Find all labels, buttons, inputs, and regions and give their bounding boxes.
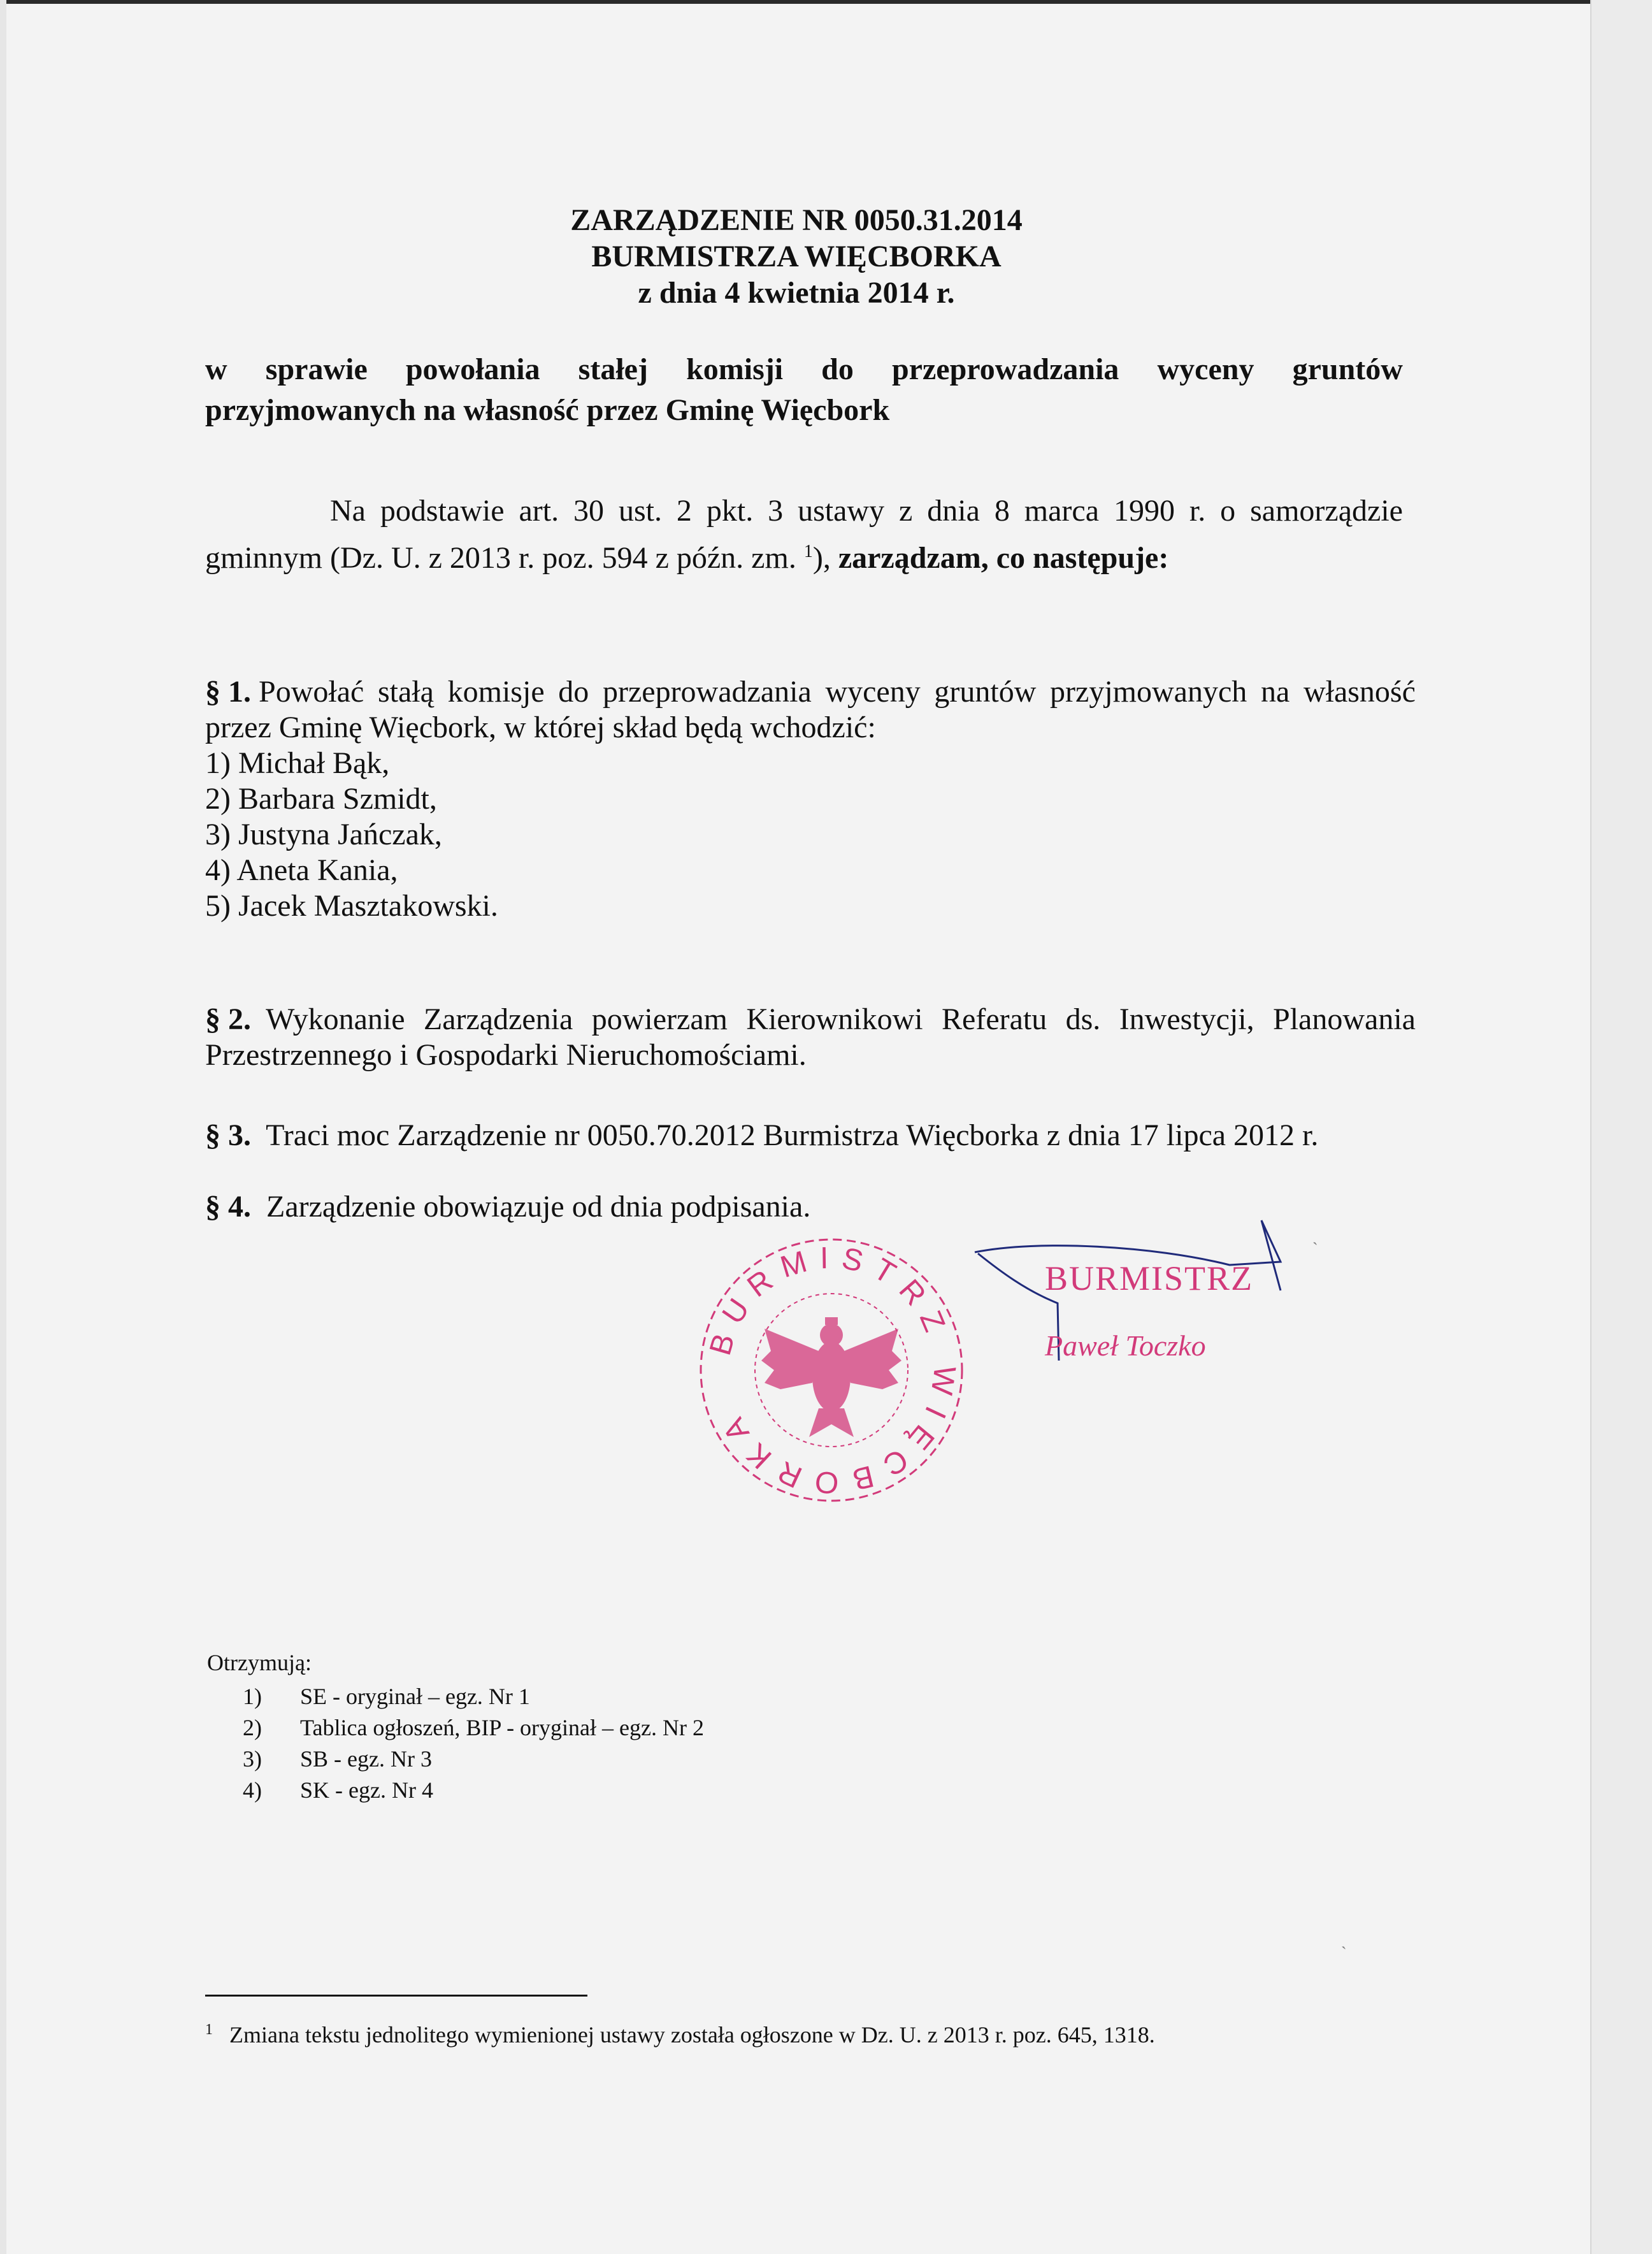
basis-word: samorządzie [1250,494,1403,528]
section-1-word: własność [1303,675,1416,709]
scan-speck: ˎ [1341,1931,1347,1949]
recipient-item [207,1681,704,1712]
handwritten-signature [962,1214,1319,1392]
member-item: 1) Michał Bąk, [205,746,390,780]
section-1-word: przeprowadzania [602,675,812,709]
document-subject [205,349,1403,431]
section-1-line-1 [205,674,1416,710]
section-1-word: wyceny [825,675,921,709]
scan-edge-top [0,0,1652,4]
recipient-text: SK - egz. Nr 4 [300,1777,433,1803]
recipient-text: SE - oryginał – egz. Nr 1 [300,1684,530,1709]
basis-decision: zarządzam, co następuje: [838,541,1169,575]
basis-line-2-after: ), [812,541,838,575]
basis-word: z [899,494,913,528]
basis-word: podstawie [380,494,505,528]
section-1-line-2: przez Gminę Więcbork, w której skład będą wchodzić: [205,711,876,744]
recipients-heading: Otrzymują: [207,1650,312,1675]
document-title: ZARZĄDZENIE NR 0050.31.2014 [570,203,1023,237]
footnote [205,2021,1155,2048]
recipient-item [207,1712,704,1744]
recipient-item [207,1744,704,1775]
section-2-word: Zarządzenia [423,1002,573,1036]
basis-word: 2 [676,494,692,528]
basis-line-2 [205,531,1403,579]
section-1-first-word: Powołać [259,675,364,709]
section-2-word: Wykonanie [266,1002,405,1036]
document-date: z dnia 4 kwietnia 2014 r. [638,276,955,310]
section-2-word: Kierownikowi [746,1002,923,1036]
recipient-text: SB - egz. Nr 3 [300,1746,432,1772]
basis-line-2-text: gminnym (Dz. U. z 2013 r. poz. 594 z późn. zm. [205,541,804,575]
basis-word: 3 [768,494,784,528]
section-2 [205,1002,1416,1073]
recipients-list [207,1647,704,1806]
official-seal-stamp [694,1233,968,1507]
section-1-word: na [1260,675,1290,709]
member-item: 3) Justyna Jańczak, [205,818,442,851]
recipient-number: 3) [243,1746,262,1772]
seal-text-path: BURMISTRZ WIĘCBORKA [703,1241,962,1500]
section-2-line-2: Przestrzennego i Gospodarki Nieruchomościami. [205,1038,807,1072]
section-1 [205,674,1416,924]
section-1-word: gruntów [934,675,1037,709]
section-1-word: stałą [377,675,434,709]
section-4-text: Zarządzenie obowiązuje od dnia podpisania. [266,1190,811,1224]
section-1-mark-wrap [205,674,364,710]
basis-word: pkt. [706,494,754,528]
section-2-word: powierzam [591,1002,728,1036]
member-item: 4) Aneta Kania, [205,853,398,887]
section-1-word: przyjmowanych [1050,675,1247,709]
subject-word: wyceny [1157,352,1254,386]
basis-line-1 [205,491,1403,531]
legal-basis [205,491,1403,579]
section-3-mark: § 3. [205,1118,251,1152]
footnote-divider [205,1995,587,1997]
section-1-line-1-wrap [205,674,1416,710]
footnote-number: 1 [205,2021,213,2038]
recipient-rows [207,1681,704,1806]
section-2-mark-wrap [205,1002,405,1037]
subject-line-2: przyjmowanych na własność przez Gminę Więcbork [205,393,890,427]
recipient-number: 2) [243,1715,262,1740]
section-2-word: Inwestycji, [1119,1002,1254,1036]
recipient-text: Tablica ogłoszeń, BIP - oryginał – egz. Nr 2 [300,1715,704,1740]
subject-word: powołania [405,352,540,386]
document-issuer: BURMISTRZA WIĘCBORKA [591,240,1002,273]
subject-word: sprawie [265,352,368,386]
section-2-mark: § 2. [205,1002,251,1036]
subject-word: komisji [686,352,784,386]
eagle-emblem-icon [761,1317,901,1437]
section-2-word: ds. [1065,1002,1101,1036]
basis-word: dnia [927,494,980,528]
basis-word: 1990 [1113,494,1175,528]
section-3-text: Traci moc Zarządzenie nr 0050.70.2012 Burmistrza Więcborka z dnia 17 lipca 2012 r. [266,1118,1319,1152]
section-1-word: do [558,675,589,709]
basis-word: art. [519,494,559,528]
basis-word: o [1220,494,1236,528]
signature-stamp-name: Paweł Toczko [1045,1329,1206,1362]
section-2-word: Planowania [1273,1002,1416,1036]
scan-edge-left [0,0,6,2254]
basis-word: Na [330,494,366,528]
section-1-mark: § 1. [205,675,251,709]
basis-word: 30 [573,494,605,528]
signature-stamp-title: BURMISTRZ [1045,1259,1254,1297]
subject-word: do [821,352,854,386]
section-2-word: Referatu [942,1002,1047,1036]
section-1-word: komisje [447,675,545,709]
section-3 [205,1118,1416,1153]
subject-word: gruntów [1292,352,1403,386]
subject-word: w [205,352,227,386]
subject-word: stałej [578,352,648,386]
basis-word: r. [1189,494,1206,528]
subject-word: przeprowadzania [891,352,1119,386]
basis-word: 8 [994,494,1010,528]
footnote-ref: 1 [803,542,813,561]
section-4-mark: § 4. [205,1190,251,1224]
basis-word: ust. [618,494,662,528]
section-2-line-1 [205,1002,1416,1037]
scan-speck: ˎ [1312,1227,1318,1245]
recipient-number: 4) [243,1777,262,1803]
footnote-text: Zmiana tekstu jednolitego wymienionej ustawy została ogłoszone w Dz. U. z 2013 r. poz. 645, 1318. [229,2022,1155,2048]
subject-line-1 [205,349,1403,390]
member-item: 5) Jacek Masztakowski. [205,889,498,923]
basis-word: ustawy [798,494,885,528]
basis-word: marca [1024,494,1099,528]
member-list [205,746,1416,924]
recipient-number: 1) [243,1684,262,1709]
member-item: 2) Barbara Szmidt, [205,782,437,816]
scan-edge-right [1590,0,1652,2254]
recipient-item [207,1775,704,1806]
